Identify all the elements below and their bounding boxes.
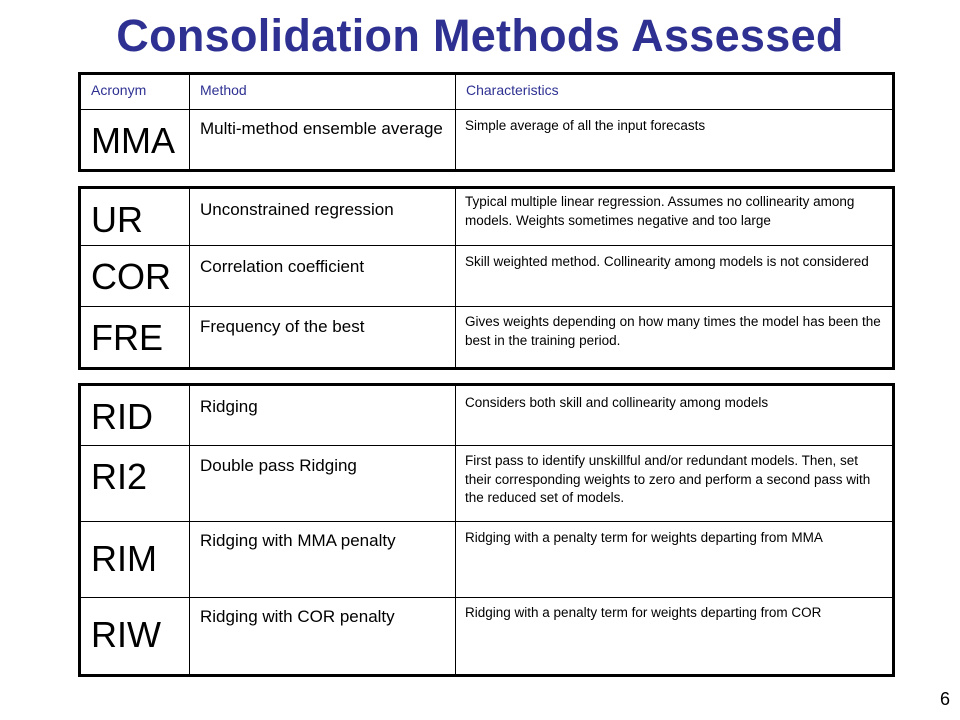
header-characteristics: Characteristics xyxy=(456,74,894,110)
characteristics-cell: Simple average of all the input forecasts xyxy=(456,110,894,171)
table-row xyxy=(80,188,894,246)
methods-table-ridging xyxy=(78,383,895,677)
header-method: Method xyxy=(190,74,456,110)
table-row xyxy=(80,110,894,171)
method-cell: Ridging with COR penalty xyxy=(190,598,456,676)
method-cell: Ridging xyxy=(190,385,456,446)
page-number: 6 xyxy=(939,689,950,709)
method-cell: Multi-method ensemble average xyxy=(190,110,456,171)
table-row xyxy=(80,522,894,598)
characteristics-cell: Skill weighted method. Collinearity among models is not considered xyxy=(456,246,894,307)
characteristics-cell: Ridging with a penalty term for weights departing from COR xyxy=(456,598,894,676)
methods-table-regression xyxy=(78,186,895,370)
acronym-cell: MMA xyxy=(80,110,190,171)
acronym-cell: COR xyxy=(80,246,190,307)
characteristics-cell: Ridging with a penalty term for weights departing from MMA xyxy=(456,522,894,598)
table-row xyxy=(80,385,894,446)
characteristics-cell: Typical multiple linear regression. Assumes no collinearity among models. Weights sometimes negative and too large xyxy=(456,188,894,246)
page-title: Consolidation Methods Assessed xyxy=(116,10,844,61)
characteristics-cell: Considers both skill and collinearity among models xyxy=(456,385,894,446)
table-header-row xyxy=(80,74,894,110)
table-row xyxy=(80,307,894,369)
acronym-cell: FRE xyxy=(80,307,190,369)
acronym-cell: UR xyxy=(80,188,190,246)
methods-table-ensemble xyxy=(78,72,895,172)
method-cell: Correlation coefficient xyxy=(190,246,456,307)
acronym-cell: RIM xyxy=(80,522,190,598)
table-row xyxy=(80,446,894,522)
method-cell: Frequency of the best xyxy=(190,307,456,369)
header-acronym: Acronym xyxy=(80,74,190,110)
method-cell: Double pass Ridging xyxy=(190,446,456,522)
table-row xyxy=(80,598,894,676)
characteristics-cell: First pass to identify unskillful and/or redundant models. Then, set their corresponding weights to zero and perform a second pass with the reduced set of models. xyxy=(456,446,894,522)
acronym-cell: RIW xyxy=(80,598,190,676)
method-cell: Ridging with MMA penalty xyxy=(190,522,456,598)
characteristics-cell: Gives weights depending on how many times the model has been the best in the training period. xyxy=(456,307,894,369)
table-row xyxy=(80,246,894,307)
acronym-cell: RID xyxy=(80,385,190,446)
method-cell: Unconstrained regression xyxy=(190,188,456,246)
acronym-cell: RI2 xyxy=(80,446,190,522)
